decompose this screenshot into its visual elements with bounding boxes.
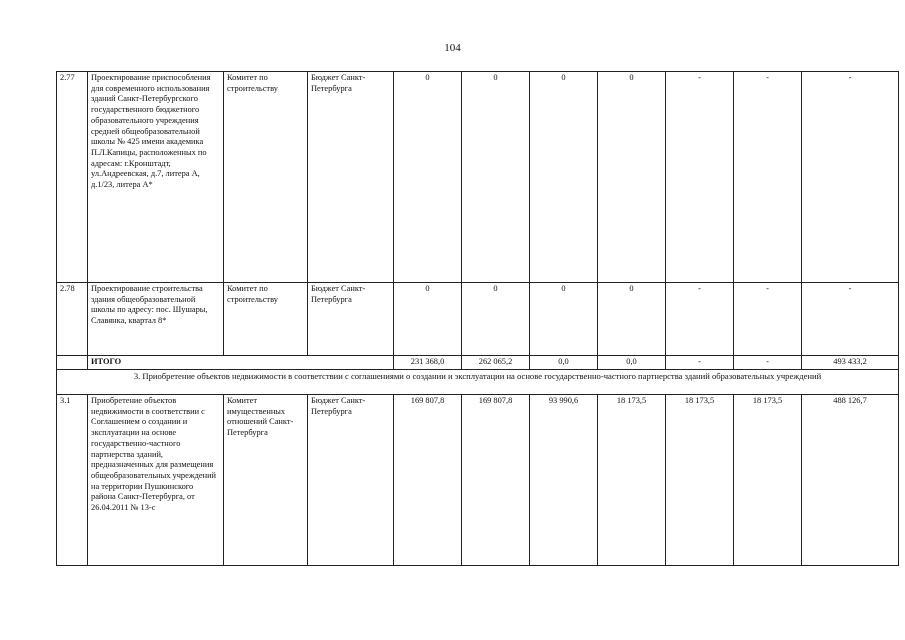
- row-executor: Комитет имущественных отношений Санкт-Петербурга: [224, 395, 308, 566]
- row-source: Бюджет Санкт-Петербурга: [308, 395, 394, 566]
- value-cell: 0: [394, 283, 462, 356]
- value-cell: -: [666, 283, 734, 356]
- value-cell: -: [734, 72, 802, 283]
- row-source: Бюджет Санкт-Петербурга: [308, 72, 394, 283]
- table-row: [57, 72, 899, 283]
- value-cell: 0: [462, 283, 530, 356]
- total-value: -: [666, 356, 734, 370]
- row-number: 2.78: [57, 283, 88, 356]
- value-cell: -: [802, 283, 899, 356]
- total-value: 0,0: [530, 356, 598, 370]
- row-name: Приобретение объектов недвижимости в соответствии с Соглашением о создании и эксплуатации на основе государственно-частного партнерства зданий, предназначенных для размещения общеобразовательных учреждений на территории Пушкинского района Санкт-Петербурга, от 26.04.2011 № 13-с: [88, 395, 224, 566]
- total-value: 231 368,0: [394, 356, 462, 370]
- value-cell: 93 990,6: [530, 395, 598, 566]
- row-name: Проектирование строительства здания общеобразовательной школы по адресу: пос. Шушары, Славянка, квартал 8*: [88, 283, 224, 356]
- value-cell: 18 173,5: [734, 395, 802, 566]
- row-executor: Комитет по строительству: [224, 283, 308, 356]
- total-row: [57, 356, 899, 370]
- value-cell: -: [666, 72, 734, 283]
- table-row: [57, 395, 899, 566]
- value-cell: 18 173,5: [666, 395, 734, 566]
- value-cell: 0: [462, 72, 530, 283]
- value-cell: 169 807,8: [462, 395, 530, 566]
- row-number: 2.77: [57, 72, 88, 283]
- total-value: -: [734, 356, 802, 370]
- value-cell: 0: [598, 283, 666, 356]
- total-row-number: [57, 356, 88, 370]
- value-cell: -: [734, 283, 802, 356]
- value-cell: 169 807,8: [394, 395, 462, 566]
- budget-table: [56, 71, 899, 566]
- row-executor: Комитет по строительству: [224, 72, 308, 283]
- total-value: 493 433,2: [802, 356, 899, 370]
- total-value: 0,0: [598, 356, 666, 370]
- total-label: ИТОГО: [88, 356, 394, 370]
- row-name: Проектирование приспособления для современного использования зданий Санкт-Петербургского государственного бюджетного образовательного учреждения средней общеобразовательной школы № 425 имени академика П.Л.Капицы, расположенных по адресам: г.Кронштадт, ул.Андреевская, д.7, литера А, д.1/23, литера А*: [88, 72, 224, 283]
- row-source: Бюджет Санкт-Петербурга: [308, 283, 394, 356]
- value-cell: 0: [530, 72, 598, 283]
- value-cell: 0: [530, 283, 598, 356]
- row-number: 3.1: [57, 395, 88, 566]
- value-cell: 0: [598, 72, 666, 283]
- section-title: 3. Приобретение объектов недвижимости в соответствии с соглашениями о создании и эксплуатации на основе государственно-частного партнерства зданий образовательных учреждений: [57, 370, 899, 395]
- total-value: 262 065,2: [462, 356, 530, 370]
- page-number: 104: [444, 42, 461, 54]
- section-heading-row: [57, 370, 899, 395]
- table-row: [57, 283, 899, 356]
- value-cell: 0: [394, 72, 462, 283]
- value-cell: 18 173,5: [598, 395, 666, 566]
- value-cell: -: [802, 72, 899, 283]
- value-cell: 488 126,7: [802, 395, 899, 566]
